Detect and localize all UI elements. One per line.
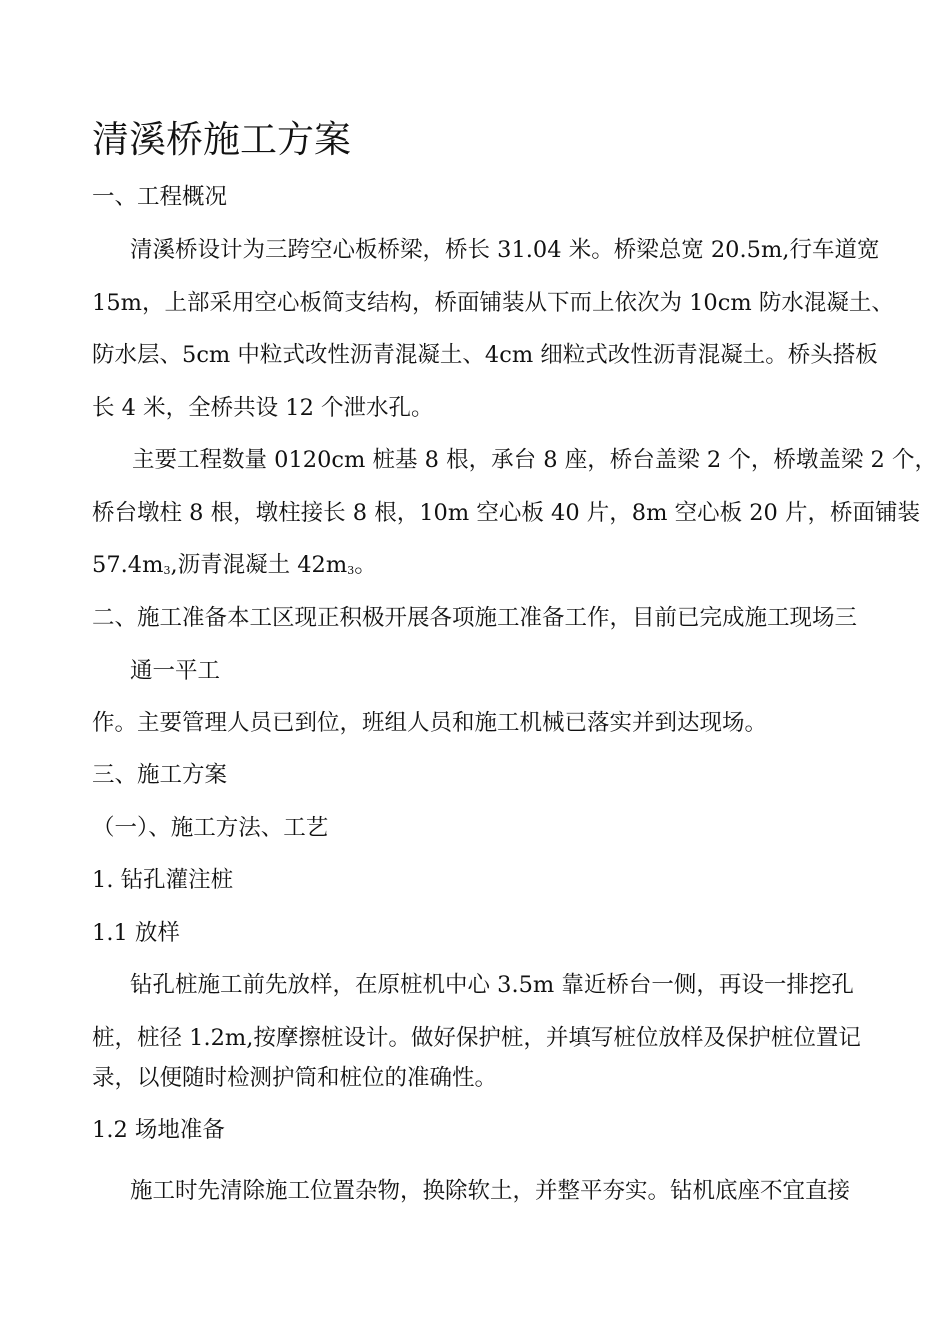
quantity-end: 。 bbox=[354, 552, 377, 578]
paragraph-line: 钻孔桩施工前先放样，在原桩机中心 3.5m 靠近桥台一侧，再设一排挖孔 bbox=[130, 972, 854, 998]
paragraph-line: 主要工程数量 0120cm 桩基 8 根，承台 8 座，桥台盖梁 2 个，桥墩盖梁 2 个， bbox=[132, 447, 937, 473]
paragraph-line: 施工时先清除施工位置杂物，换除软土，并整平夯实。钻机底座不宜直接 bbox=[130, 1178, 851, 1204]
paragraph-line: 桥台墩柱 8 根，墩柱接长 8 根，10m 空心板 40 片，8m 空心板 20 片，桥面铺装 bbox=[92, 500, 921, 526]
paragraph-line: 作。主要管理人员已到位，班组人员和施工机械已落实并到达现场。 bbox=[92, 710, 768, 736]
paragraph-line: 通一平工 bbox=[130, 658, 221, 684]
section-heading-preparation: 二、施工准备本工区现正积极开展各项施工准备工作，目前已完成施工现场三 bbox=[92, 605, 858, 631]
section-heading-plan: 三、施工方案 bbox=[92, 762, 228, 788]
paragraph-line-quantities bbox=[92, 549, 377, 587]
document-title: 清溪桥施工方案 bbox=[92, 118, 351, 161]
quantity-value: ,沥青混凝土 42m bbox=[170, 552, 348, 578]
section-heading-overview: 一、工程概况 bbox=[92, 184, 228, 210]
item-heading: 1.1 放样 bbox=[92, 920, 180, 946]
paragraph-line: 桩，桩径 1.2m,按摩擦桩设计。做好保护桩，并填写桩位放样及保护桩位置记 bbox=[92, 1025, 861, 1051]
paragraph-line: 清溪桥设计为三跨空心板桥梁，桥长 31.04 米。桥梁总宽 20.5m,行车道宽 bbox=[130, 237, 880, 263]
item-heading: 1.2 场地准备 bbox=[92, 1117, 225, 1143]
quantity-value: 57.4m bbox=[92, 552, 164, 578]
paragraph-line: 长 4 米，全桥共设 12 个泄水孔。 bbox=[92, 395, 434, 421]
subsection-heading: （一）、施工方法、工艺 bbox=[92, 815, 329, 841]
unit-superscript: 3 bbox=[163, 564, 171, 577]
paragraph-line: 15m，上部采用空心板简支结构，桥面铺装从下而上依次为 10cm 防水混凝土、 bbox=[92, 290, 894, 316]
paragraph-line: 录，以便随时检测护筒和桩位的准确性。 bbox=[92, 1065, 498, 1091]
paragraph-line: 防水层、5cm 中粒式改性沥青混凝土、4cm 细粒式改性沥青混凝土。桥头搭板 bbox=[92, 342, 878, 368]
item-heading: 1. 钻孔灌注桩 bbox=[92, 867, 234, 893]
unit-superscript: 3 bbox=[347, 564, 355, 577]
